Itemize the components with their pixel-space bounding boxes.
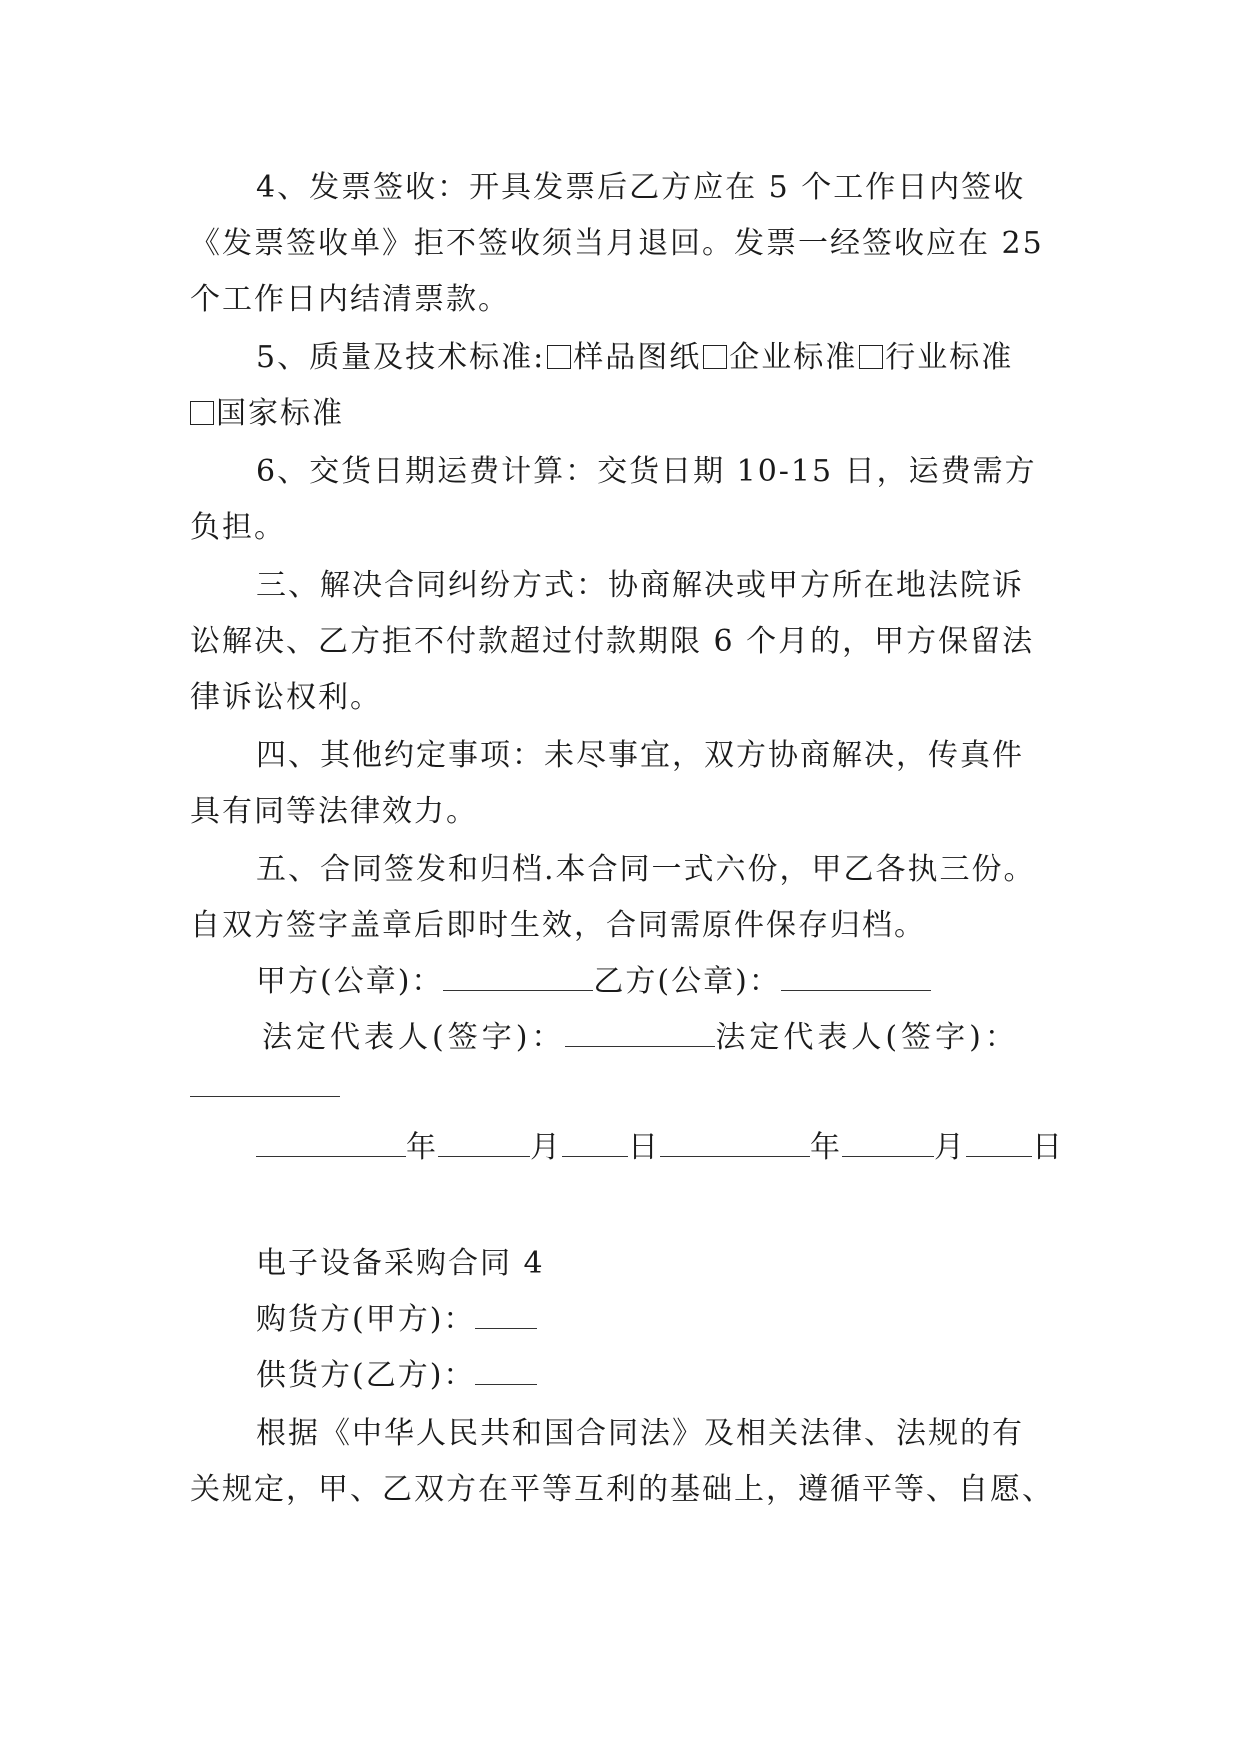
party-b-year-field[interactable] bbox=[660, 1130, 810, 1157]
party-b-day-field[interactable] bbox=[966, 1130, 1032, 1157]
intro-line-1: 根据《中华人民共和国合同法》及相关法律、法规的有 bbox=[256, 1416, 1024, 1451]
year-label-a: 年 bbox=[406, 1130, 438, 1165]
party-b-seal-label: 乙方(公章)： bbox=[593, 964, 781, 999]
day-label-a: 日 bbox=[628, 1130, 660, 1165]
year-label-b: 年 bbox=[810, 1130, 842, 1165]
checkbox-national-standard[interactable] bbox=[190, 401, 214, 425]
party-b-rep-field[interactable] bbox=[190, 1070, 340, 1097]
seller-label: 供货方(乙方)： bbox=[256, 1358, 476, 1393]
party-a-rep-label: 法定代表人(签字)： bbox=[262, 1020, 566, 1055]
party-a-seal-label: 甲方(公章)： bbox=[256, 964, 444, 999]
buyer-line bbox=[256, 1300, 537, 1340]
checkbox-sample-drawing[interactable] bbox=[547, 345, 571, 369]
seller-field[interactable] bbox=[475, 1358, 537, 1385]
party-a-day-field[interactable] bbox=[562, 1130, 628, 1157]
section-4-line-2: 具有同等法律效力。 bbox=[190, 794, 478, 829]
month-label-a: 月 bbox=[530, 1130, 562, 1165]
option-sample-drawing: 样品图纸 bbox=[573, 340, 702, 375]
checkbox-enterprise-standard[interactable] bbox=[703, 345, 727, 369]
section-3-line-2: 讼解决、乙方拒不付款超过付款期限 6 个月的，甲方保留法 bbox=[190, 624, 1035, 659]
day-label-b: 日 bbox=[1032, 1130, 1064, 1165]
representative-line-2 bbox=[190, 1068, 340, 1108]
section-3-line-3: 律诉讼权利。 bbox=[190, 680, 382, 715]
clause-6-line-2: 负担。 bbox=[190, 510, 286, 545]
clause-5-line-2 bbox=[190, 394, 344, 434]
seller-line bbox=[256, 1356, 537, 1396]
seal-line bbox=[256, 962, 931, 1002]
section-5-line-2: 自双方签字盖章后即时生效，合同需原件保存归档。 bbox=[190, 908, 926, 943]
clause-6-line-1: 6、交货日期运费计算：交货日期 10-15 日，运费需方 bbox=[256, 454, 1037, 489]
option-national-standard: 国家标准 bbox=[216, 396, 344, 431]
clause-4-line-3: 个工作日内结清票款。 bbox=[190, 282, 510, 317]
section-3-line-1: 三、解决合同纠纷方式：协商解决或甲方所在地法院诉 bbox=[256, 568, 1024, 603]
checkbox-industry-standard[interactable] bbox=[859, 345, 883, 369]
clause-5-line-1 bbox=[256, 338, 1013, 378]
clause-4-line-2: 《发票签收单》拒不签收须当月退回。发票一经签收应在 25 bbox=[190, 226, 1044, 261]
party-b-rep-label: 法定代表人(签字)： bbox=[715, 1020, 1019, 1055]
party-a-year-field[interactable] bbox=[256, 1130, 406, 1157]
section-4-line-1: 四、其他约定事项：未尽事宜，双方协商解决，传真件 bbox=[256, 738, 1024, 773]
party-b-seal-field[interactable] bbox=[781, 964, 931, 991]
option-enterprise-standard: 企业标准 bbox=[729, 340, 858, 375]
date-line bbox=[256, 1128, 1064, 1168]
representative-line bbox=[262, 1018, 1019, 1058]
contract-4-title: 电子设备采购合同 4 bbox=[256, 1246, 545, 1281]
clause-5-prefix: 5、质量及技术标准: bbox=[256, 340, 546, 375]
party-b-month-field[interactable] bbox=[842, 1130, 934, 1157]
buyer-label: 购货方(甲方)： bbox=[256, 1302, 476, 1337]
party-a-seal-field[interactable] bbox=[443, 964, 593, 991]
intro-line-2: 关规定，甲、乙双方在平等互利的基础上，遵循平等、自愿、 bbox=[190, 1472, 1054, 1507]
month-label-b: 月 bbox=[934, 1130, 966, 1165]
clause-4-line-1: 4、发票签收：开具发票后乙方应在 5 个工作日内签收 bbox=[256, 170, 1026, 205]
section-5-line-1: 五、合同签发和归档.本合同一式六份，甲乙各执三份。 bbox=[256, 852, 1036, 887]
party-a-month-field[interactable] bbox=[438, 1130, 530, 1157]
party-a-rep-field[interactable] bbox=[565, 1020, 715, 1047]
buyer-field[interactable] bbox=[475, 1302, 537, 1329]
option-industry-standard: 行业标准 bbox=[885, 340, 1014, 375]
